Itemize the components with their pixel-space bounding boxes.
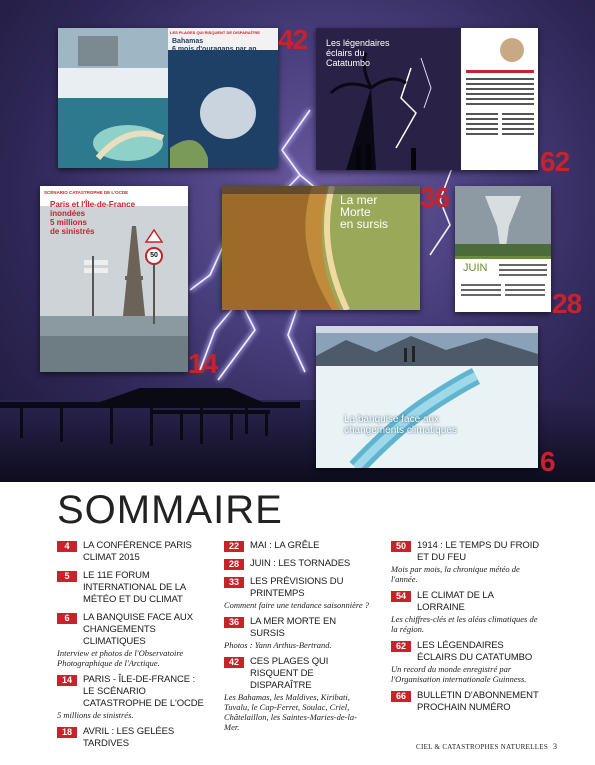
page-number-42: 42 xyxy=(278,24,308,55)
toc-entry[interactable] xyxy=(224,576,372,610)
toc-title: CES PLAGES QUI RISQUENT DE DISPARAÎTRE xyxy=(250,656,329,691)
toc-description: Un record du monde enregistré par l'Organisation internationale Guinness. xyxy=(391,664,527,684)
toc-description: 5 millions de sinistrés. xyxy=(57,710,134,720)
folio-page-number: 3 xyxy=(553,742,557,751)
toc-column-2 xyxy=(224,540,372,738)
toc-entry[interactable] xyxy=(57,612,207,668)
magazine-footer: CIEL & CATASTROPHES NATURELLES xyxy=(416,743,549,751)
toc-column-1 xyxy=(57,540,207,756)
toc-entry[interactable] xyxy=(224,616,372,650)
bahamas-kicker: LES PLAGES QUI RISQUENT DE DISPARAÎTRE xyxy=(170,30,260,35)
toc-page-badge: 22 xyxy=(224,541,244,552)
toc-description: Interview et photos de l'Observatoire Photographique de l'Arctique. xyxy=(57,648,184,668)
page-number-36: 36 xyxy=(420,182,450,213)
toc-title: LE 11E FORUM INTERNATIONAL DE LA MÉTÉO ET DU CLIMAT xyxy=(83,570,186,605)
catatumbo-caption: Les légendaires éclairs du Catatumbo xyxy=(326,38,390,68)
toc-page-badge: 14 xyxy=(57,675,77,686)
thumbnail-mer-morte[interactable] xyxy=(222,186,420,310)
toc-entry[interactable] xyxy=(57,540,207,564)
toc-title: MAI : LA GRÊLE xyxy=(250,540,320,551)
mer-morte-caption: La mer Morte en sursis xyxy=(340,193,389,231)
toc-page-badge: 28 xyxy=(224,559,244,570)
banquise-caption: La banquise face aux changements climatiques xyxy=(344,414,457,436)
thumbnail-catatumbo[interactable] xyxy=(316,28,538,170)
page-number-28: 28 xyxy=(552,288,582,319)
toc-description: Comment faire une tendance saisonnière ? xyxy=(224,600,370,610)
toc-title: PARIS - ÎLE-DE-FRANCE : LE SCÉNARIO CATASTROPHE DE L'OCDE xyxy=(83,674,204,709)
banquise-image xyxy=(316,326,538,468)
page-number-62: 62 xyxy=(540,146,570,177)
toc-page-badge: 5 xyxy=(57,571,77,582)
toc-title: AVRIL : LES GELÉES TARDIVES xyxy=(83,726,175,749)
toc-title: LA CONFÉRENCE PARIS CLIMAT 2015 xyxy=(83,540,192,563)
toc-title: LA MER MORTE EN SURSIS xyxy=(250,616,336,639)
toc-entry[interactable] xyxy=(57,726,207,750)
toc-title: 1914 : LE TEMPS DU FROID ET DU FEU xyxy=(417,540,540,563)
bahamas-caption: Bahamas 6 mois d'ouragans par an xyxy=(172,38,257,53)
toc-page-badge: 6 xyxy=(57,613,77,624)
toc-description: Les chiffres-clés et les aléas climatiques de la région. xyxy=(391,614,538,634)
toc-title: LES LÉGENDAIRES ÉCLAIRS DU CATATUMBO xyxy=(417,640,533,663)
toc-description: Mois par mois, la chronique météo de l'année. xyxy=(391,564,520,584)
toc-entry[interactable] xyxy=(57,570,207,606)
thumbnail-paris[interactable] xyxy=(40,186,188,372)
thumbnail-tornades[interactable] xyxy=(455,186,551,312)
toc-page-badge: 18 xyxy=(57,727,77,738)
tornado-image xyxy=(455,186,551,312)
toc-entry[interactable] xyxy=(224,540,372,552)
toc-title: LA BANQUISE FACE AUX CHANGEMENTS CLIMATIQUES xyxy=(83,612,193,647)
toc-entry[interactable] xyxy=(391,540,541,584)
toc-description: Photos : Yann Arthus-Bertrand. xyxy=(224,640,332,650)
toc-entry[interactable] xyxy=(57,674,207,720)
tornades-caption: JUIN xyxy=(463,262,488,274)
toc-page-badge: 42 xyxy=(224,657,244,668)
toc-description: Les Bahamas, les Maldives, Kiribati, Tuvalu, le Cap-Ferret, Soulac, Criel, Châtelaillon, les Saintes-Maries-de-la-Mer. xyxy=(224,692,357,732)
paris-caption: Paris et l'Île-de-France inondées 5 millions de sinistrés xyxy=(50,200,136,236)
thumbnail-banquise[interactable] xyxy=(316,326,538,468)
page-title: SOMMAIRE xyxy=(57,488,283,532)
toc-entry[interactable] xyxy=(391,690,541,714)
page-number-6: 6 xyxy=(540,446,555,477)
toc-page-badge: 36 xyxy=(224,617,244,628)
toc-column-3 xyxy=(391,540,541,720)
toc-title: BULLETIN D'ABONNEMENT PROCHAIN NUMÉRO xyxy=(417,690,539,713)
toc-page-badge: 66 xyxy=(391,691,411,702)
speed-sign-value: 50 xyxy=(150,252,158,259)
toc-entry[interactable] xyxy=(224,656,372,732)
toc-entry[interactable] xyxy=(224,558,372,570)
toc-title: JUIN : LES TORNADES xyxy=(250,558,351,569)
toc-title: LE CLIMAT DE LA LORRAINE xyxy=(417,590,494,613)
toc-page-badge: 50 xyxy=(391,541,411,552)
thumbnail-bahamas[interactable] xyxy=(58,28,278,168)
toc-page-badge: 33 xyxy=(224,577,244,588)
paris-kicker: SCÉNARIO CATASTROPHE DE L'OCDE xyxy=(44,190,129,195)
toc-title: LES PRÉVISIONS DU PRINTEMPS xyxy=(250,576,344,599)
page-number-14: 14 xyxy=(188,348,218,379)
toc-entry[interactable] xyxy=(391,590,541,634)
toc-page-badge: 54 xyxy=(391,591,411,602)
toc-page-badge: 62 xyxy=(391,641,411,652)
toc-page-badge: 4 xyxy=(57,541,77,552)
toc-entry[interactable] xyxy=(391,640,541,684)
